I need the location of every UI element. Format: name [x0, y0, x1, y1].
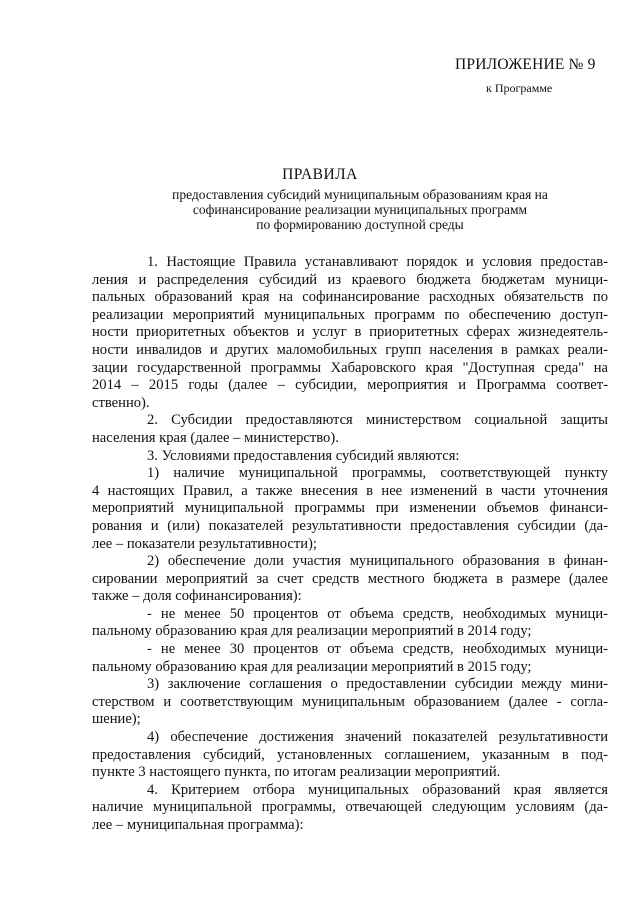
body-text-line [92, 483, 608, 501]
body-text-line-content: стерством и соответствующим муниципальным образованием (далее - согла- [92, 693, 608, 710]
body-text-line [92, 623, 608, 641]
body-text-line [92, 588, 608, 606]
body-text-line-content: населения края (далее – министерство). [92, 429, 339, 446]
body-text-line-content: мероприятий муниципальной программы при изменении объемов финанси- [92, 500, 608, 517]
body-text-line [92, 606, 608, 624]
subtitle-line: софинансирование реализации муниципальных программ [192, 202, 528, 217]
body-text-line-content: ности инвалидов и других маломобильных групп населения в рамках реали- [92, 341, 608, 358]
body-text-line-content: 3. Условиями предоставления субсидий являются: [147, 447, 460, 464]
body-text-line [92, 342, 608, 360]
body-text-line [92, 518, 608, 536]
body-text-line-content: 4) обеспечение достижения значений показателей результативности [147, 729, 608, 746]
body-text-line-content: - не менее 50 процентов от объема средств, необходимых муници- [147, 605, 608, 622]
body-text-line [92, 729, 608, 747]
body-text-line [92, 448, 608, 466]
body-text-line-content: 2. Субсидии предоставляются министерством социальной защиты [147, 412, 608, 429]
body-text-line-content: рования и (или) показателей результативности предоставления субсидии (да- [92, 517, 608, 534]
body-text-line [92, 412, 608, 430]
body-text-line-content: 1. Настоящие Правила устанавливают порядок и условия предостав- [147, 254, 608, 270]
body-text-line-content: 4. Критерием отбора муниципальных образований края является [147, 781, 608, 798]
body-text-line [92, 817, 608, 835]
body-text-line-content: сировании мероприятий за счет средств местного бюджета в размере (далее [92, 570, 608, 587]
body-text-line [92, 307, 608, 325]
body-text-line-content: также – доля софинансирования): [92, 588, 302, 605]
body-text-line [92, 571, 608, 589]
body-text-line [92, 289, 608, 307]
body-text-line [92, 465, 608, 483]
body-text-line [92, 324, 608, 342]
body-text-line-content: пальных образований края на софинансирование расходных обязательств по [92, 289, 608, 306]
body-text-line-content: лее – муниципальная программа): [92, 817, 304, 833]
body-text-line-content: - не менее 30 процентов от объема средств, необходимых муници- [147, 641, 608, 658]
body-text-line [92, 553, 608, 571]
body-text-line [92, 500, 608, 518]
body-text-line [92, 799, 608, 817]
body-text-line-content: пальному образованию края для реализации мероприятий в 2014 году; [92, 623, 532, 640]
body-text-line-content: 2014 – 2015 годы (далее – субсидии, мероприятия и Программа соответ- [92, 377, 608, 394]
body-text-line [92, 676, 608, 694]
body-text-line-content: 4 настоящих Правил, а также внесения в нее изменений в части уточнения [92, 482, 608, 499]
rules-body-text [92, 254, 608, 835]
body-text-line-content: 3) заключение соглашения о предоставлении субсидии между мини- [147, 676, 608, 693]
body-text-line [92, 430, 608, 448]
body-text-line [92, 659, 608, 677]
body-text-line [92, 747, 608, 765]
body-text-line-content: ления и распределения субсидий из краевого бюджета бюджетам муници- [92, 271, 608, 288]
body-text-line [92, 641, 608, 659]
body-text-line-content: ности приоритетных объектов и услуг в приоритетных сферах жизнедеятель- [92, 324, 608, 341]
body-text-line [92, 360, 608, 378]
subtitle-line: по формированию доступной среды [256, 217, 464, 232]
body-text-line-content: шение); [92, 711, 141, 728]
body-text-line [92, 711, 608, 729]
appendix-subtitle: к Программе [486, 81, 553, 95]
body-text-line-content: наличие муниципальной программы, отвечающей следующим условиям (да- [92, 799, 608, 816]
subtitle-line: предоставления субсидий муниципальным образованиям края на [172, 187, 548, 202]
body-text-line [92, 272, 608, 290]
body-text-line-content: 1) наличие муниципальной программы, соответствующей пункту [147, 465, 608, 482]
body-text-line-content: ственно). [92, 394, 150, 411]
body-text-line [92, 764, 608, 782]
body-text-line-content: реализации мероприятий муниципальных программ по обеспечению доступ- [92, 306, 608, 323]
body-text-line [92, 782, 608, 800]
body-text-line-content: пункте 3 настоящего пункта, по итогам реализации мероприятий. [92, 764, 501, 781]
body-text-line [92, 395, 608, 413]
body-text-line [92, 536, 608, 554]
rules-title: ПРАВИЛА [282, 166, 358, 183]
body-text-line-content: лее – показатели результативности); [92, 535, 317, 552]
body-text-line-content: пальному образованию края для реализации мероприятий в 2015 году; [92, 658, 532, 675]
rules-subtitle [120, 187, 600, 232]
body-text-line-content: зации государственной программы Хабаровского края "Доступная среда" на [92, 359, 608, 376]
body-text-line [92, 694, 608, 712]
body-text-line [92, 254, 608, 272]
body-text-line-content: предоставления субсидий, установленных соглашением, указанным в под- [92, 746, 608, 763]
body-text-line-content: 2) обеспечение доли участия муниципального образования в финан- [147, 553, 608, 570]
appendix-title: ПРИЛОЖЕНИЕ № 9 [455, 56, 596, 73]
body-text-line [92, 377, 608, 395]
